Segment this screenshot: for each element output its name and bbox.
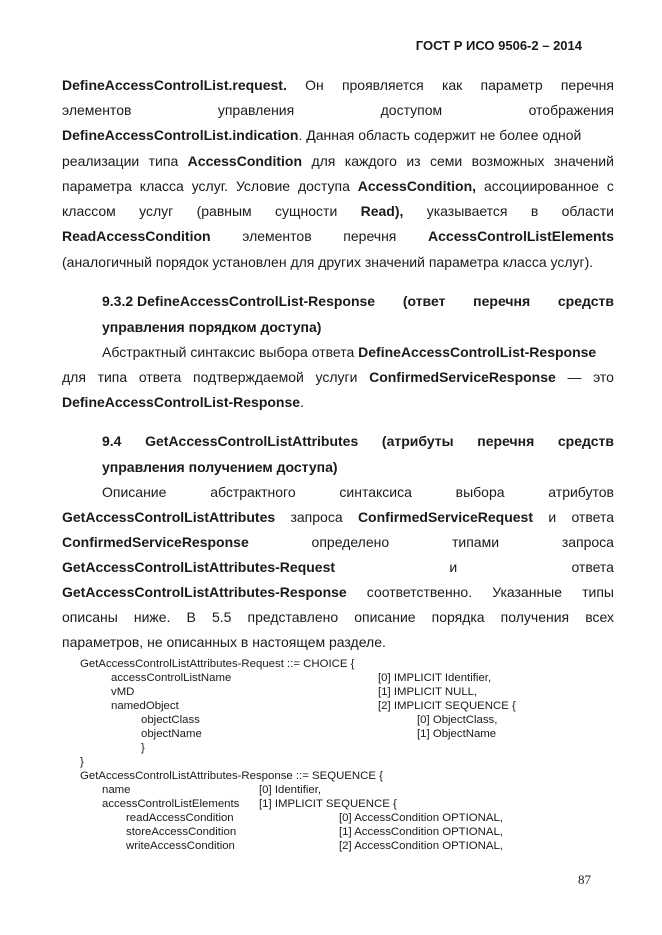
code-line: [2] AccessCondition OPTIONAL, bbox=[339, 840, 503, 852]
para1-line6: классом услуг (равным сущности Read), указывается в области bbox=[62, 203, 614, 219]
page-header: ГОСТ Р ИСО 9506-2 – 2014 bbox=[415, 38, 582, 53]
para1-line4: реализации типа AccessCondition для каждого из семи возможных значений bbox=[62, 153, 614, 169]
section-9-3-2-line3: DefineAccessControlList-Response. bbox=[62, 394, 304, 410]
section-9-4-line1: Описание абстрактного синтаксиса выбора атрибутов bbox=[102, 484, 614, 500]
para1-line1: DefineAccessControlList.request. Он проявляется как параметр перечня bbox=[62, 77, 614, 93]
code-line: namedObject bbox=[111, 700, 179, 712]
code-line: readAccessCondition bbox=[126, 812, 234, 824]
code-line: [1] IMPLICIT SEQUENCE { bbox=[259, 798, 397, 810]
code-line: objectName bbox=[141, 728, 202, 740]
section-9-3-2-line1: Абстрактный синтаксис выбора ответа DefineAccessControlList-Response bbox=[102, 344, 597, 360]
para1-line7: ReadAccessCondition элементов перечня AccessControlListElements bbox=[62, 228, 614, 244]
code-line: [1] IMPLICIT NULL, bbox=[378, 686, 478, 698]
code-line: objectClass bbox=[141, 714, 200, 726]
section-9-4-line5: GetAccessControlListAttributes-Response соответственно. Указанные типы bbox=[62, 584, 614, 600]
code-line: [0] AccessCondition OPTIONAL, bbox=[339, 812, 503, 824]
code-line: [2] IMPLICIT SEQUENCE { bbox=[378, 700, 516, 712]
code-line: vMD bbox=[111, 686, 135, 698]
code-line: [0] Identifier, bbox=[259, 784, 322, 796]
code-line: accessControlListElements bbox=[102, 798, 240, 810]
section-9-4-line7: параметров, не описанных в настоящем разделе. bbox=[62, 634, 386, 650]
code-line: [0] ObjectClass, bbox=[417, 714, 498, 726]
code-line: writeAccessCondition bbox=[126, 840, 235, 852]
code-line: [1] ObjectName bbox=[417, 728, 497, 740]
code-line: storeAccessCondition bbox=[126, 826, 237, 838]
code-line: name bbox=[102, 784, 131, 796]
code-line: GetAccessControlListAttributes-Request ::= CHOICE { bbox=[80, 658, 355, 670]
code-line: [1] AccessCondition OPTIONAL, bbox=[339, 826, 503, 838]
page-number: 87 bbox=[578, 872, 591, 887]
para1-line2: элементов управления доступом отображения bbox=[62, 102, 614, 118]
code-line: } bbox=[141, 742, 145, 754]
section-9-4-heading: 9.4 GetAccessControlListAttributes (атрибуты перечня средств bbox=[102, 433, 614, 449]
para1-line5: параметра класса услуг. Условие доступа AccessCondition, ассоциированное с bbox=[62, 178, 614, 194]
section-9-4-heading-cont: управления получением доступа) bbox=[102, 459, 338, 475]
section-9-3-2-heading: 9.3.2 DefineAccessControlList-Response (ответ перечня средств bbox=[102, 293, 614, 309]
code-line: accessControlListName bbox=[111, 672, 232, 684]
para1-line3: DefineAccessControlList.indication. Данная область содержит не более одной bbox=[62, 127, 582, 143]
section-9-4-line6: описаны ниже. В 5.5 представлено описание порядка получения всех bbox=[62, 609, 614, 625]
section-9-3-2-heading-cont: управления порядком доступа) bbox=[102, 319, 322, 335]
code-line: GetAccessControlListAttributes-Response ::= SEQUENCE { bbox=[80, 770, 383, 782]
section-9-4-line3: ConfirmedServiceResponse определено типами запроса bbox=[62, 534, 614, 550]
section-9-4-line2: GetAccessControlListAttributes запроса ConfirmedServiceRequest и ответа bbox=[62, 509, 614, 525]
code-line: [0] IMPLICIT Identifier, bbox=[378, 672, 492, 684]
section-9-3-2-line2: для типа ответа подтверждаемой услуги ConfirmedServiceResponse — это bbox=[62, 369, 614, 385]
section-9-4-line4: GetAccessControlListAttributes-Request и ответа bbox=[62, 559, 614, 575]
para1-line8: (аналогичный порядок установлен для других значений параметра класса услуг). bbox=[62, 254, 594, 270]
code-line: } bbox=[80, 756, 84, 768]
